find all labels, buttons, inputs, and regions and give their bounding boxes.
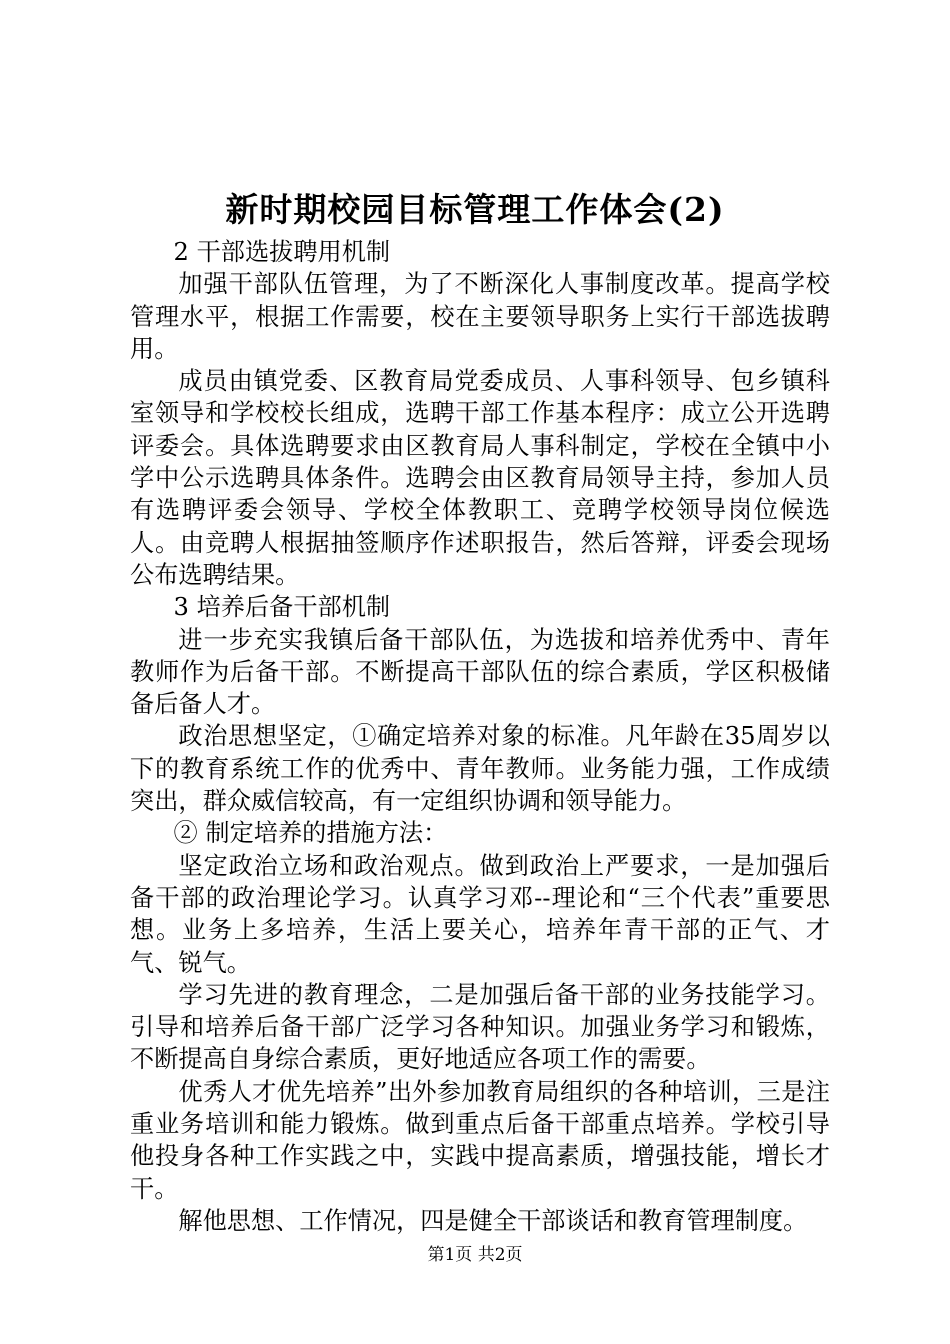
sub-heading-2: ② 制定培养的措施方法： <box>173 819 448 848</box>
paragraph: 政治思想坚定，①确定培养对象的标准。凡年龄在35周岁以下的教育系统工作的优秀中、青年教师。业务能力强，工作成绩突出，群众威信较高，有一定组织协调和领导能力。 <box>130 722 830 816</box>
paragraph: 学习先进的教育理念，二是加强后备干部的业务技能学习。引导和培养后备干部广泛学习各种知识。加强业务学习和锻炼，不断提高自身综合素质，更好地适应各项工作的需要。 <box>130 980 830 1074</box>
document-body <box>130 236 830 1237</box>
page-footer: 第1页 共2页 <box>427 1245 523 1265</box>
paragraph: 坚定政治立场和政治观点。做到政治上严要求，一是加强后备干部的政治理论学习。认真学习邓--理论和“三个代表”重要思想。业务上多培养，生活上要关心，培养年青干部的正气、才气、锐气。 <box>130 851 830 977</box>
paragraph: 解他思想、工作情况，四是健全干部谈话和教育管理制度。 <box>178 1206 808 1235</box>
paragraph: 进一步充实我镇后备干部队伍，为选拔和培养优秀中、青年教师作为后备干部。不断提高干部队伍的综合素质，学区积极储备后备人才。 <box>130 625 830 719</box>
section-heading-2: 2 干部选拔聘用机制 <box>173 238 391 266</box>
document-title: 新时期校园目标管理工作体会(2) <box>225 190 725 229</box>
paragraph: 成员由镇党委、区教育局党委成员、人事科领导、包乡镇科室领导和学校校长组成，选聘干部工作基本程序：成立公开选聘评委会。具体选聘要求由区教育局人事科制定，学校在全镇中小学中公示选聘具体条件。选聘会由区教育局领导主持，参加人员有选聘评委会领导、学校全体教职工、竞聘学校领导岗位候选人。由竞聘人根据抽签顺序作述职报告，然后答辩，评委会现场公布选聘结果。 <box>130 367 830 589</box>
paragraph: 加强干部队伍管理，为了不断深化人事制度改革。提高学校管理水平，根据工作需要，校在主要领导职务上实行干部选拔聘用。 <box>130 270 830 363</box>
paragraph: 优秀人才优先培养”出外参加教育局组织的各种培训，三是注重业务培训和能力锻炼。做到重点后备干部重点培养。学校引导他投身各种工作实践之中，实践中提高素质，增强技能，增长才干。 <box>130 1077 830 1203</box>
section-heading-3: 3 培养后备干部机制 <box>173 593 391 622</box>
